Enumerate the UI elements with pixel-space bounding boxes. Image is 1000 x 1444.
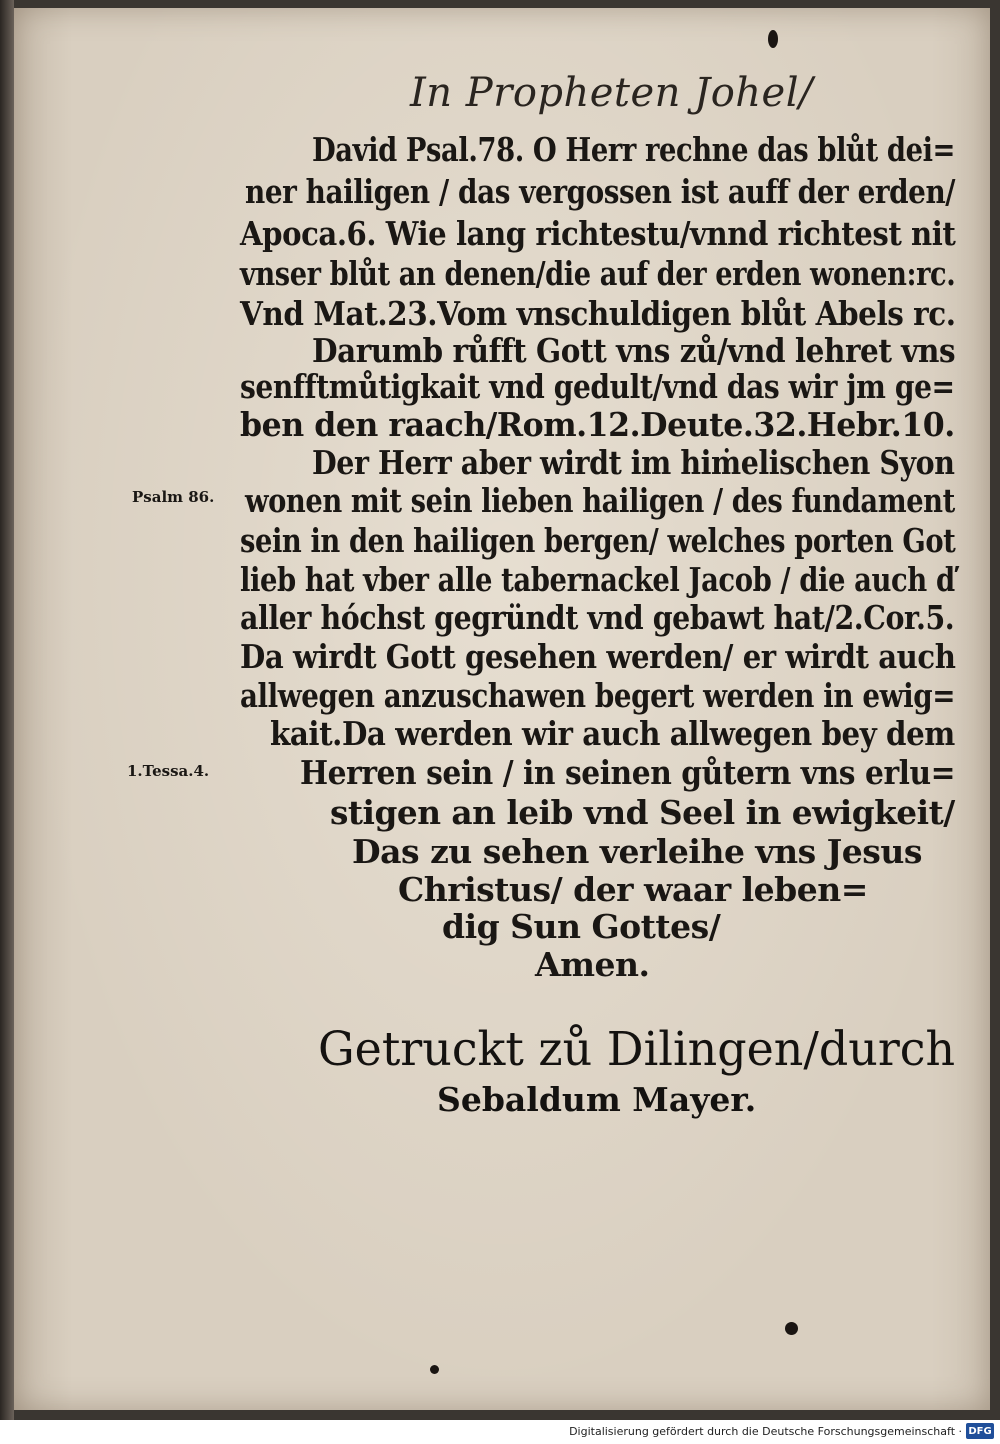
text-line: allwegen anzuschawen begert werden in ewig= — [240, 676, 956, 715]
margin-note: 1.Tessa.4. — [127, 762, 210, 780]
digitization-footer — [0, 1420, 1000, 1444]
ink-spot — [785, 1322, 798, 1335]
text-line: senfftmůtigkait vnd gedult/vnd das wir jm ge= — [240, 367, 955, 406]
text-line: Da wirdt Gott gesehen werden/ er wirdt auch — [240, 637, 956, 676]
running-header: In Propheten Johel/ — [410, 70, 813, 116]
text-line: kait.Da werden wir auch allwegen bey dem — [270, 714, 955, 753]
text-line: dig Sun Gottes/ — [442, 907, 721, 946]
text-line: ner hailigen / das vergossen ist auff der erden/ — [245, 172, 956, 211]
dfg-logo[interactable]: DFG — [966, 1423, 994, 1439]
text-line: Darumb růfft Gott vns zů/vnd lehret vns — [312, 331, 956, 370]
text-line: lieb hat vber alle tabernackel Jacob / die auch ď — [240, 560, 955, 599]
ink-spot — [768, 30, 778, 48]
text-line: Der Herr aber wirdt im hiṁelischen Syon — [312, 443, 955, 482]
text-line: Apoca.6. Wie lang richtestu/vnnd richtest nit — [240, 214, 956, 253]
funding-credit: Digitalisierung gefördert durch die Deutsche Forschungsgemeinschaft · — [569, 1425, 962, 1438]
text-line: Christus/ der waar leben= — [398, 870, 868, 909]
text-line: Das zu sehen verleihe vns Jesus — [352, 832, 922, 871]
colophon-printer-line: Getruckt zů Dilingen/durch — [318, 1022, 956, 1077]
text-line: Vnd Mat.23.Vom vnschuldigen blůt Abels rc. — [240, 294, 956, 333]
text-line: Amen. — [535, 945, 650, 984]
text-line: Herren sein / in seinen gůtern vns erlu= — [300, 753, 956, 792]
book-edge — [0, 0, 14, 1420]
text-line: aller hóchst gegründt vnd gebawt hat/2.Cor.5. — [240, 598, 955, 637]
text-line: wonen mit sein lieben hailigen / des fundament — [245, 481, 955, 520]
ink-spot — [430, 1365, 439, 1374]
text-line: ben den raach/Rom.12.Deute.32.Hebr.10. — [240, 405, 955, 444]
text-line: sein in den hailigen bergen/ welches porten Got — [240, 521, 956, 560]
text-line: vnser blůt an denen/die auf der erden wonen:rc. — [240, 254, 956, 293]
margin-note: Psalm 86. — [132, 488, 215, 506]
colophon-printer-name: Sebaldum Mayer. — [437, 1080, 757, 1119]
text-line: David Psal.78. O Herr rechne das blůt dei= — [312, 130, 956, 169]
text-line: stigen an leib vnd Seel in ewigkeit/ — [330, 793, 955, 832]
